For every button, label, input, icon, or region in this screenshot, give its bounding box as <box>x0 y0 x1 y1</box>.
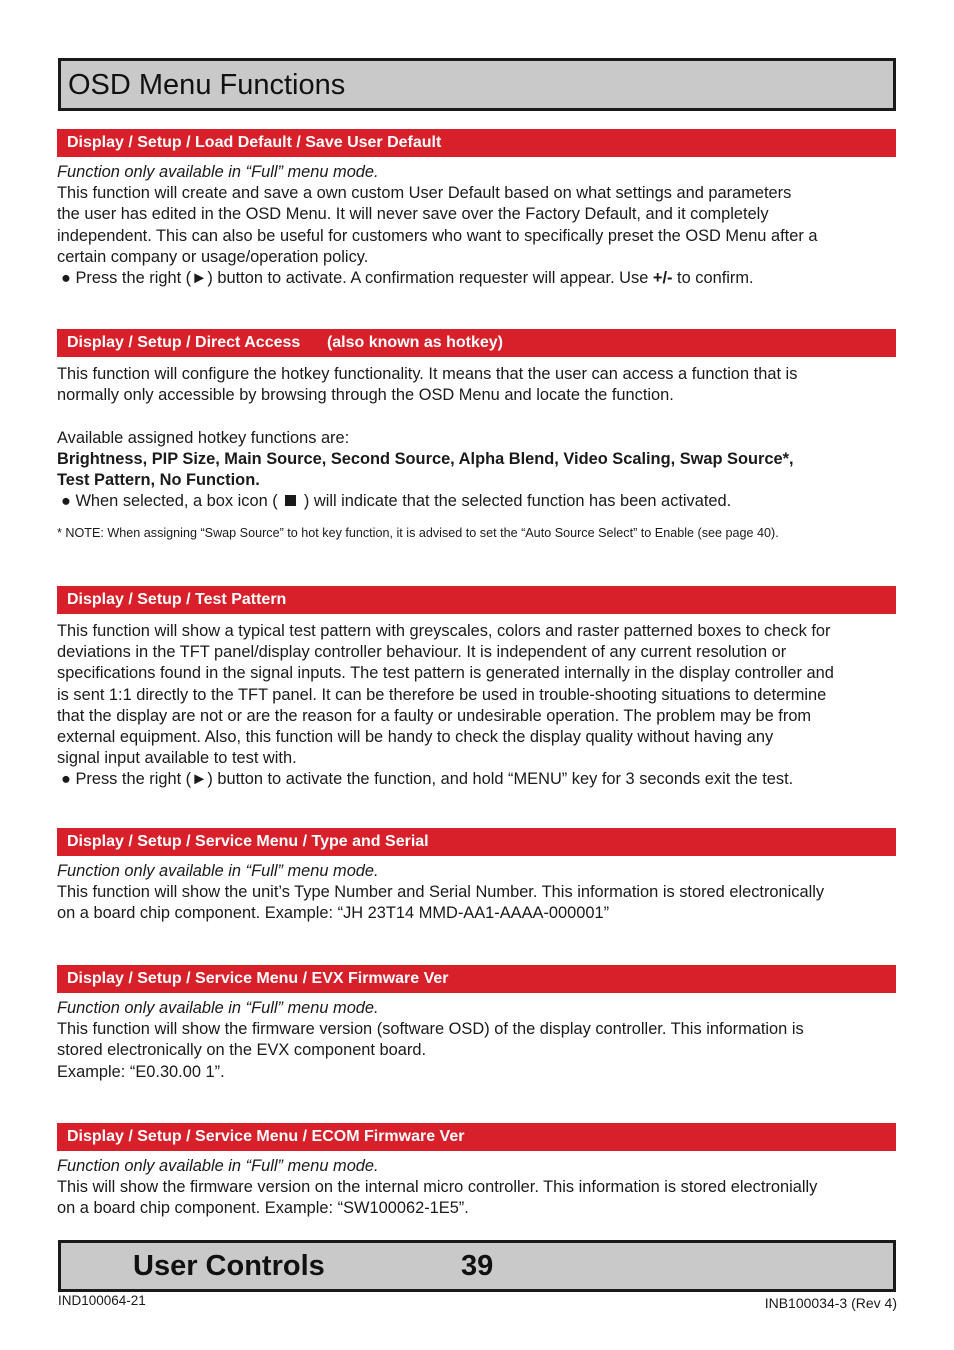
section-body <box>57 364 896 512</box>
section-load-default <box>57 129 896 289</box>
hotkey-list: Brightness, PIP Size, Main Source, Second Source, Alpha Blend, Video Scaling, Swap Source*, <box>57 449 794 468</box>
bullet-key: +/- <box>652 269 673 288</box>
bullet-item: ● Press the right (►) button to activate the function, and hold “MENU” key for 3 seconds exit the test. <box>61 770 794 789</box>
mode-note: Function only available in “Full” menu mode. <box>57 163 379 181</box>
body-line: independent. This can also be useful for customers who want to specifically preset the OSD Menu after a <box>57 226 818 245</box>
section-heading: Display / Setup / Service Menu / ECOM Firmware Ver <box>57 1123 896 1151</box>
section-body <box>57 998 896 1083</box>
page-title: OSD Menu Functions <box>68 69 346 101</box>
body-line: deviations in the TFT panel/display controller behaviour. It is independent of any current resolution or <box>57 643 787 662</box>
doc-number-right: INB100034-3 (Rev 4) <box>764 1295 897 1311</box>
body-line: on a board chip component. Example: “JH 23T14 MMD-AA1-AAAA-000001” <box>57 904 610 923</box>
body-line: that the display are not or are the reason for a faulty or undesirable operation. The problem may be from <box>57 706 812 725</box>
box-icon <box>285 495 296 506</box>
body-line: external equipment. Also, this function will be handy to check the display quality without having any <box>57 728 774 747</box>
section-type-serial <box>57 828 896 925</box>
section-heading: Display / Setup / Service Menu / Type and Serial <box>57 828 896 856</box>
body-line: specifications found in the signal inputs. The test pattern is generated internally in the display controller and <box>57 664 834 683</box>
body-line: stored electronically on the EVX component board. <box>57 1041 427 1060</box>
body-line: This function will show a typical test pattern with greyscales, colors and raster patterned boxes to check for <box>57 622 831 640</box>
bullet-text: to confirm. <box>672 269 754 288</box>
section-body <box>57 861 896 925</box>
section-test-pattern <box>57 586 896 791</box>
mode-note: Function only available in “Full” menu mode. <box>57 999 379 1017</box>
body-line: This function will show the firmware version (software OSD) of the display controller. This information is <box>57 1020 804 1039</box>
bullet-text: ● When selected, a box icon ( <box>61 492 278 511</box>
section-heading: Display / Setup / Direct Access (also known as hotkey) <box>57 329 896 357</box>
page-footer <box>58 1240 896 1292</box>
section-body <box>57 621 896 791</box>
mode-note: Function only available in “Full” menu mode. <box>57 862 379 880</box>
page-header <box>58 58 896 111</box>
section-heading: Display / Setup / Load Default / Save User Default <box>57 129 896 157</box>
body-line: Example: “E0.30.00 1”. <box>57 1062 225 1081</box>
section-body <box>57 1156 896 1220</box>
doc-number-left: IND100064-21 <box>58 1293 146 1308</box>
body-line: signal input available to test with. <box>57 749 297 768</box>
body-line: on a board chip component. Example: “SW100062-1E5”. <box>57 1199 469 1218</box>
body-line: This function will configure the hotkey functionality. It means that the user can access a function that is <box>57 365 798 383</box>
bullet-text: ● Press the right (►) button to activate. A confirmation requester will appear. Use <box>61 269 653 288</box>
body-line: This function will create and save a own custom User Default based on what settings and parameters <box>57 184 792 203</box>
page-number: 39 <box>461 1250 494 1282</box>
body-line: normally only accessible by browsing through the OSD Menu and locate the function. <box>57 386 674 405</box>
footnote: * NOTE: When assigning “Swap Source” to hot key function, it is advised to set the “Auto Source Select” to Enable (see page 40). <box>57 526 779 541</box>
hotkey-list: Test Pattern, No Function. <box>57 471 260 489</box>
section-evx-firmware <box>57 965 896 1083</box>
mode-note: Function only available in “Full” menu mode. <box>57 1157 379 1175</box>
bullet-item <box>57 268 896 289</box>
bullet-item <box>57 491 896 512</box>
section-direct-access <box>57 329 896 541</box>
bullet-text: ) will indicate that the selected function has been activated. <box>303 492 732 511</box>
available-label: Available assigned hotkey functions are: <box>57 428 350 447</box>
body-line: the user has edited in the OSD Menu. It will never save over the Factory Default, and it completely <box>57 205 769 224</box>
section-heading: Display / Setup / Test Pattern <box>57 586 896 614</box>
section-heading: Display / Setup / Service Menu / EVX Firmware Ver <box>57 965 896 993</box>
body-line: This function will show the unit’s Type Number and Serial Number. This information is stored electronically <box>57 883 825 902</box>
section-ecom-firmware <box>57 1123 896 1220</box>
body-line: is sent 1:1 directly to the TFT panel. It can be therefore be used in trouble-shooting situations to determine <box>57 685 827 704</box>
body-line: certain company or usage/operation policy. <box>57 247 369 266</box>
footer-section-title: User Controls <box>133 1250 325 1282</box>
section-body <box>57 162 896 289</box>
body-line: This will show the firmware version on the internal micro controller. This information is stored electronially <box>57 1178 818 1197</box>
